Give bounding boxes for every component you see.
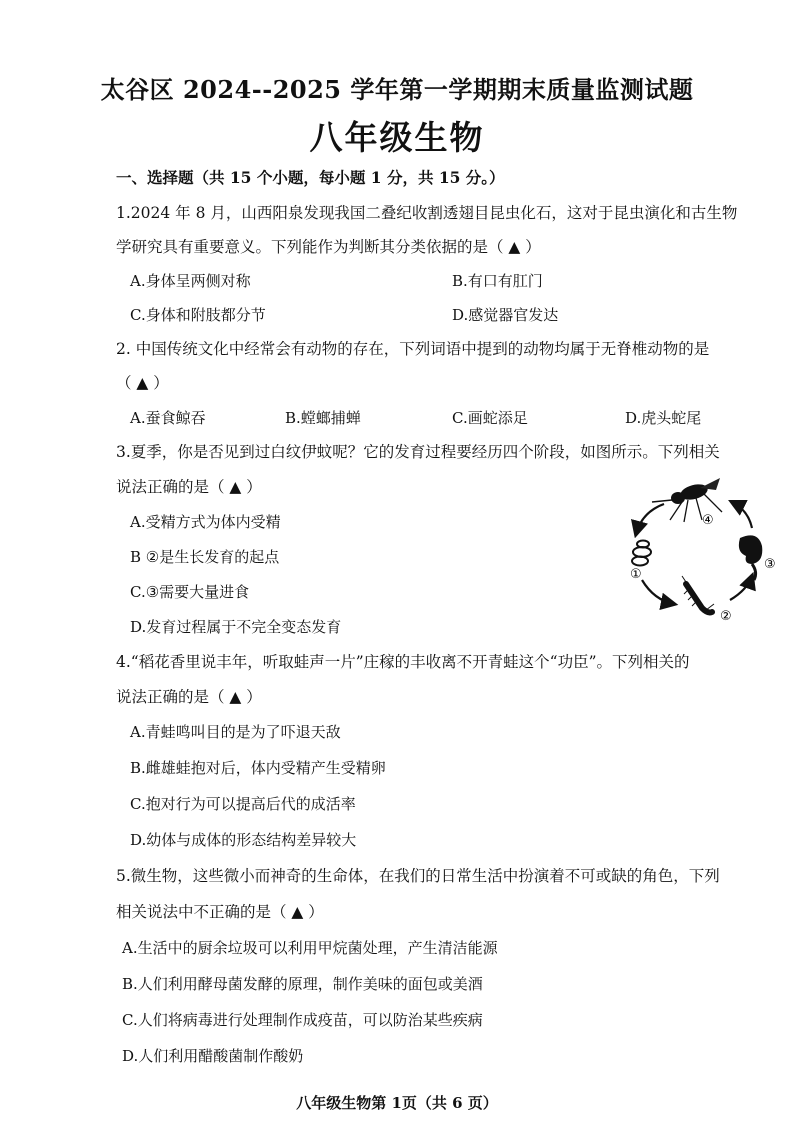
q5-option-c: C.人们将病毒进行处理制作成疫苗，可以防治某些疾病 — [122, 1011, 483, 1029]
q2-option-a: A.蚕食鲸吞 — [130, 409, 206, 427]
larva-icon — [682, 576, 714, 613]
mosquito-lifecycle-figure — [612, 472, 792, 632]
arrow-adult-to-egg — [636, 504, 664, 534]
arrow-egg-to-larva — [642, 580, 674, 604]
q3-stem-line1: 3.夏季，你是否见到过白纹伊蚊呢？它的发育过程要经历四个阶段，如图所示。下列相关 — [116, 443, 720, 461]
q5-stem-line1: 5.微生物，这些微小而神奇的生命体，在我们的日常生活中扮演着不可或缺的角色，下列 — [116, 867, 720, 885]
q1-option-a: A.身体呈两侧对称 — [130, 272, 251, 290]
arrow-larva-to-pupa — [730, 576, 752, 600]
stage-label-4: ④ — [702, 513, 714, 528]
q5-stem-line2: 相关说法中不正确的是（ ▲ ） — [116, 903, 324, 921]
q5-option-a: A.生活中的厨余垃圾可以利用甲烷菌处理，产生清洁能源 — [122, 939, 498, 957]
stage-label-1: ① — [630, 567, 642, 582]
q3-option-a: A.受精方式为体内受精 — [130, 513, 281, 531]
q4-option-c: C.抱对行为可以提高后代的成活率 — [130, 795, 356, 813]
stage-label-2: ② — [720, 609, 732, 624]
q5-option-b: B.人们利用酵母菌发酵的原理，制作美味的面包或美酒 — [122, 975, 483, 993]
q4-stem-line2: 说法正确的是（ ▲ ） — [116, 688, 262, 706]
q5-option-d: D.人们利用醋酸菌制作酸奶 — [122, 1047, 304, 1065]
subject-title: 八年级生物 — [309, 118, 485, 157]
q1-option-b: B.有口有肛门 — [452, 272, 543, 290]
q2-option-b: B.螳螂捕蝉 — [285, 409, 361, 427]
q3-stem-line2: 说法正确的是（ ▲ ） — [116, 478, 262, 496]
q2-option-c: C.画蛇添足 — [452, 409, 528, 427]
section-heading: 一、选择题（共 15 个小题，每小题 1 分，共 15 分。） — [116, 168, 505, 187]
egg-cluster-icon — [632, 541, 651, 566]
q1-stem-line2: 学研究具有重要意义。下列能作为判断其分类依据的是（ ▲ ） — [116, 238, 541, 256]
q4-stem-line1: 4.“稻花香里说丰年，听取蛙声一片”庄稼的丰收离不开青蛙这个“功臣”。下列相关的 — [116, 653, 690, 671]
q2-stem-line2: （ ▲ ） — [116, 374, 169, 392]
q2-option-d: D.虎头蛇尾 — [625, 409, 702, 427]
q1-option-d: D.感觉器官发达 — [452, 306, 559, 324]
q4-option-b: B.雌雄蛙抱对后，体内受精产生受精卵 — [130, 759, 386, 777]
exam-title: 太谷区 2024--2025 学年第一学期期末质量监测试题 — [100, 75, 694, 104]
q3-option-d: D.发育过程属于不完全变态发育 — [130, 618, 342, 636]
q3-option-c: C.③需要大量进食 — [130, 583, 250, 601]
stage-label-3: ③ — [764, 557, 776, 572]
q3-option-b: B ②是生长发育的起点 — [130, 548, 280, 566]
q4-option-d: D.幼体与成体的形态结构差异较大 — [130, 831, 357, 849]
q4-option-a: A.青蛙鸣叫目的是为了吓退天敌 — [130, 723, 341, 741]
q2-stem-line1: 2. 中国传统文化中经常会有动物的存在，下列词语中提到的动物均属于无脊椎动物的是 — [116, 340, 710, 358]
arrow-pupa-to-adult — [732, 502, 752, 528]
pupa-icon — [739, 535, 762, 580]
q1-option-c: C.身体和附肢都分节 — [130, 306, 266, 324]
page-footer: 八年级生物第 1页（共 6 页） — [296, 1094, 498, 1112]
q1-stem-line1: 1.2024 年 8 月，山西阳泉发现我国二叠纪收割透翅目昆虫化石，这对于昆虫演化和古生物 — [116, 204, 738, 222]
